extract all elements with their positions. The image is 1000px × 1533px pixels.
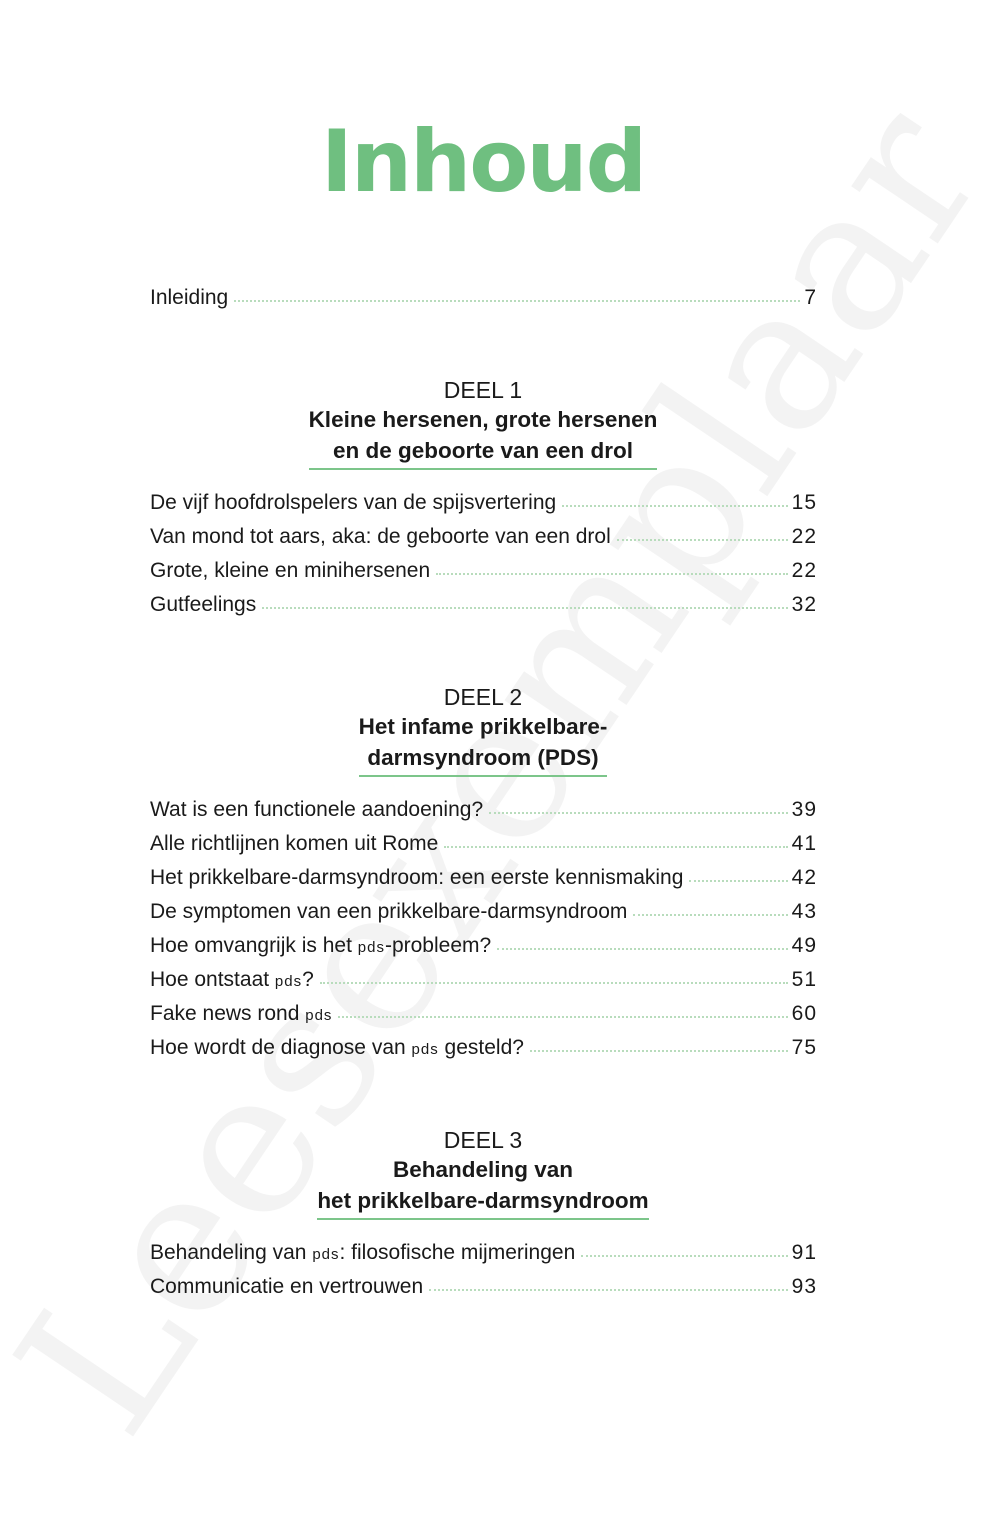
dot-leader <box>338 1016 787 1018</box>
toc-entry[interactable] <box>150 1002 817 1030</box>
label-text: : filosofische mijmeringen <box>339 1241 576 1264</box>
toc-entry-page: 75 <box>791 1036 817 1059</box>
toc-entry-label <box>150 1036 524 1060</box>
dot-leader <box>444 846 787 848</box>
label-text: gesteld? <box>438 1036 524 1059</box>
toc-entry-page: 22 <box>791 525 817 548</box>
label-small-caps: pds <box>357 939 385 956</box>
part-number: DEEL 2 <box>443 684 523 710</box>
toc-entry-page: 41 <box>791 832 817 855</box>
part-1-heading <box>0 376 966 470</box>
part-2-heading <box>0 683 966 777</box>
dot-leader <box>436 573 787 575</box>
toc-entry-page: 39 <box>791 798 817 821</box>
toc-entry-page: 32 <box>791 593 817 616</box>
part-title-line: darmsyndroom (PDS) <box>367 745 599 770</box>
dot-leader <box>489 812 788 814</box>
part-title-line: Kleine hersenen, grote hersenen <box>308 407 658 432</box>
part-title <box>359 711 608 777</box>
label-small-caps: pds <box>274 973 303 990</box>
toc-entry-label <box>150 1241 575 1265</box>
label-text: Hoe omvangrijk is het <box>150 934 358 957</box>
toc-entry-label <box>150 968 314 992</box>
toc-entry-label: Grote, kleine en minihersenen <box>150 559 431 582</box>
toc-entry[interactable] <box>150 525 817 553</box>
toc-entry-label: Alle richtlijnen komen uit Rome <box>150 832 439 855</box>
dot-leader <box>633 914 787 916</box>
toc-entry-label: Gutfeelings <box>150 593 257 616</box>
toc-entry-label: Communicatie en vertrouwen <box>150 1275 424 1298</box>
toc-entry-page: 93 <box>791 1275 817 1298</box>
toc-entry[interactable] <box>150 968 817 996</box>
dot-leader <box>234 300 800 302</box>
part-number: DEEL 3 <box>443 1127 523 1153</box>
dot-leader <box>581 1255 787 1257</box>
toc-entry[interactable] <box>150 1275 817 1303</box>
label-text: Fake news rond <box>150 1002 306 1025</box>
toc-entry[interactable] <box>150 900 817 928</box>
part-title <box>309 404 658 470</box>
toc-entry[interactable] <box>150 934 817 962</box>
toc-entry-page: 43 <box>791 900 817 923</box>
label-small-caps: pds <box>411 1041 439 1058</box>
toc-entry-intro[interactable] <box>150 286 817 314</box>
toc-entry-label: Van mond tot aars, aka: de geboorte van een drol <box>150 525 611 548</box>
toc-entry-label: De vijf hoofdrolspelers van de spijsvertering <box>150 491 557 514</box>
part-3-heading <box>0 1126 966 1220</box>
toc-entry[interactable] <box>150 559 817 587</box>
toc-entry[interactable] <box>150 832 817 860</box>
label-text: Hoe wordt de diagnose van <box>150 1036 412 1059</box>
toc-entry-page: 60 <box>791 1002 817 1025</box>
label-text: Behandeling van <box>150 1241 313 1264</box>
part-number: DEEL 1 <box>443 377 523 403</box>
toc-entry-label: Het prikkelbare-darmsyndroom: een eerste kennismaking <box>150 866 684 889</box>
toc-entry[interactable] <box>150 1036 817 1064</box>
label-small-caps: pds <box>312 1246 340 1263</box>
toc-entry-label: De symptomen van een prikkelbare-darmsyndroom <box>150 900 628 923</box>
toc-entry-page: 49 <box>791 934 817 957</box>
toc-entry[interactable] <box>150 798 817 826</box>
dot-leader <box>689 880 787 882</box>
label-text: ? <box>302 968 314 991</box>
toc-entry-page: 15 <box>791 491 817 514</box>
part-title <box>317 1154 648 1220</box>
part-title-line: Behandeling van <box>392 1157 574 1182</box>
page-title: Inhoud <box>320 112 646 212</box>
toc-entry-label <box>150 1002 332 1026</box>
part-title-line: en de geboorte van een drol <box>332 438 634 463</box>
toc-entry-label <box>150 934 491 958</box>
dot-leader <box>497 948 787 950</box>
toc-entry-label: Wat is een functionele aandoening? <box>150 798 484 821</box>
toc-entry-label: Inleiding <box>150 286 229 309</box>
label-text: -probleem? <box>384 934 492 957</box>
dot-leader <box>562 505 787 507</box>
toc-entry-page: 91 <box>791 1241 817 1264</box>
toc-entry-page: 42 <box>791 866 817 889</box>
dot-leader <box>262 607 787 609</box>
dot-leader <box>320 982 788 984</box>
toc-entry-page: 7 <box>804 286 817 309</box>
dot-leader <box>429 1289 788 1291</box>
toc-entry-page: 22 <box>791 559 817 582</box>
label-small-caps: pds <box>305 1007 333 1024</box>
toc-entry[interactable] <box>150 1241 817 1269</box>
label-text: Hoe ontstaat <box>150 968 275 991</box>
dot-leader <box>530 1050 788 1052</box>
toc-entry[interactable] <box>150 491 817 519</box>
part-title-line: Het infame prikkelbare- <box>358 714 608 739</box>
dot-leader <box>617 539 788 541</box>
toc-entry[interactable] <box>150 593 817 621</box>
toc-entry-page: 51 <box>791 968 817 991</box>
toc-entry[interactable] <box>150 866 817 894</box>
part-title-line: het prikkelbare-darmsyndroom <box>317 1188 649 1213</box>
